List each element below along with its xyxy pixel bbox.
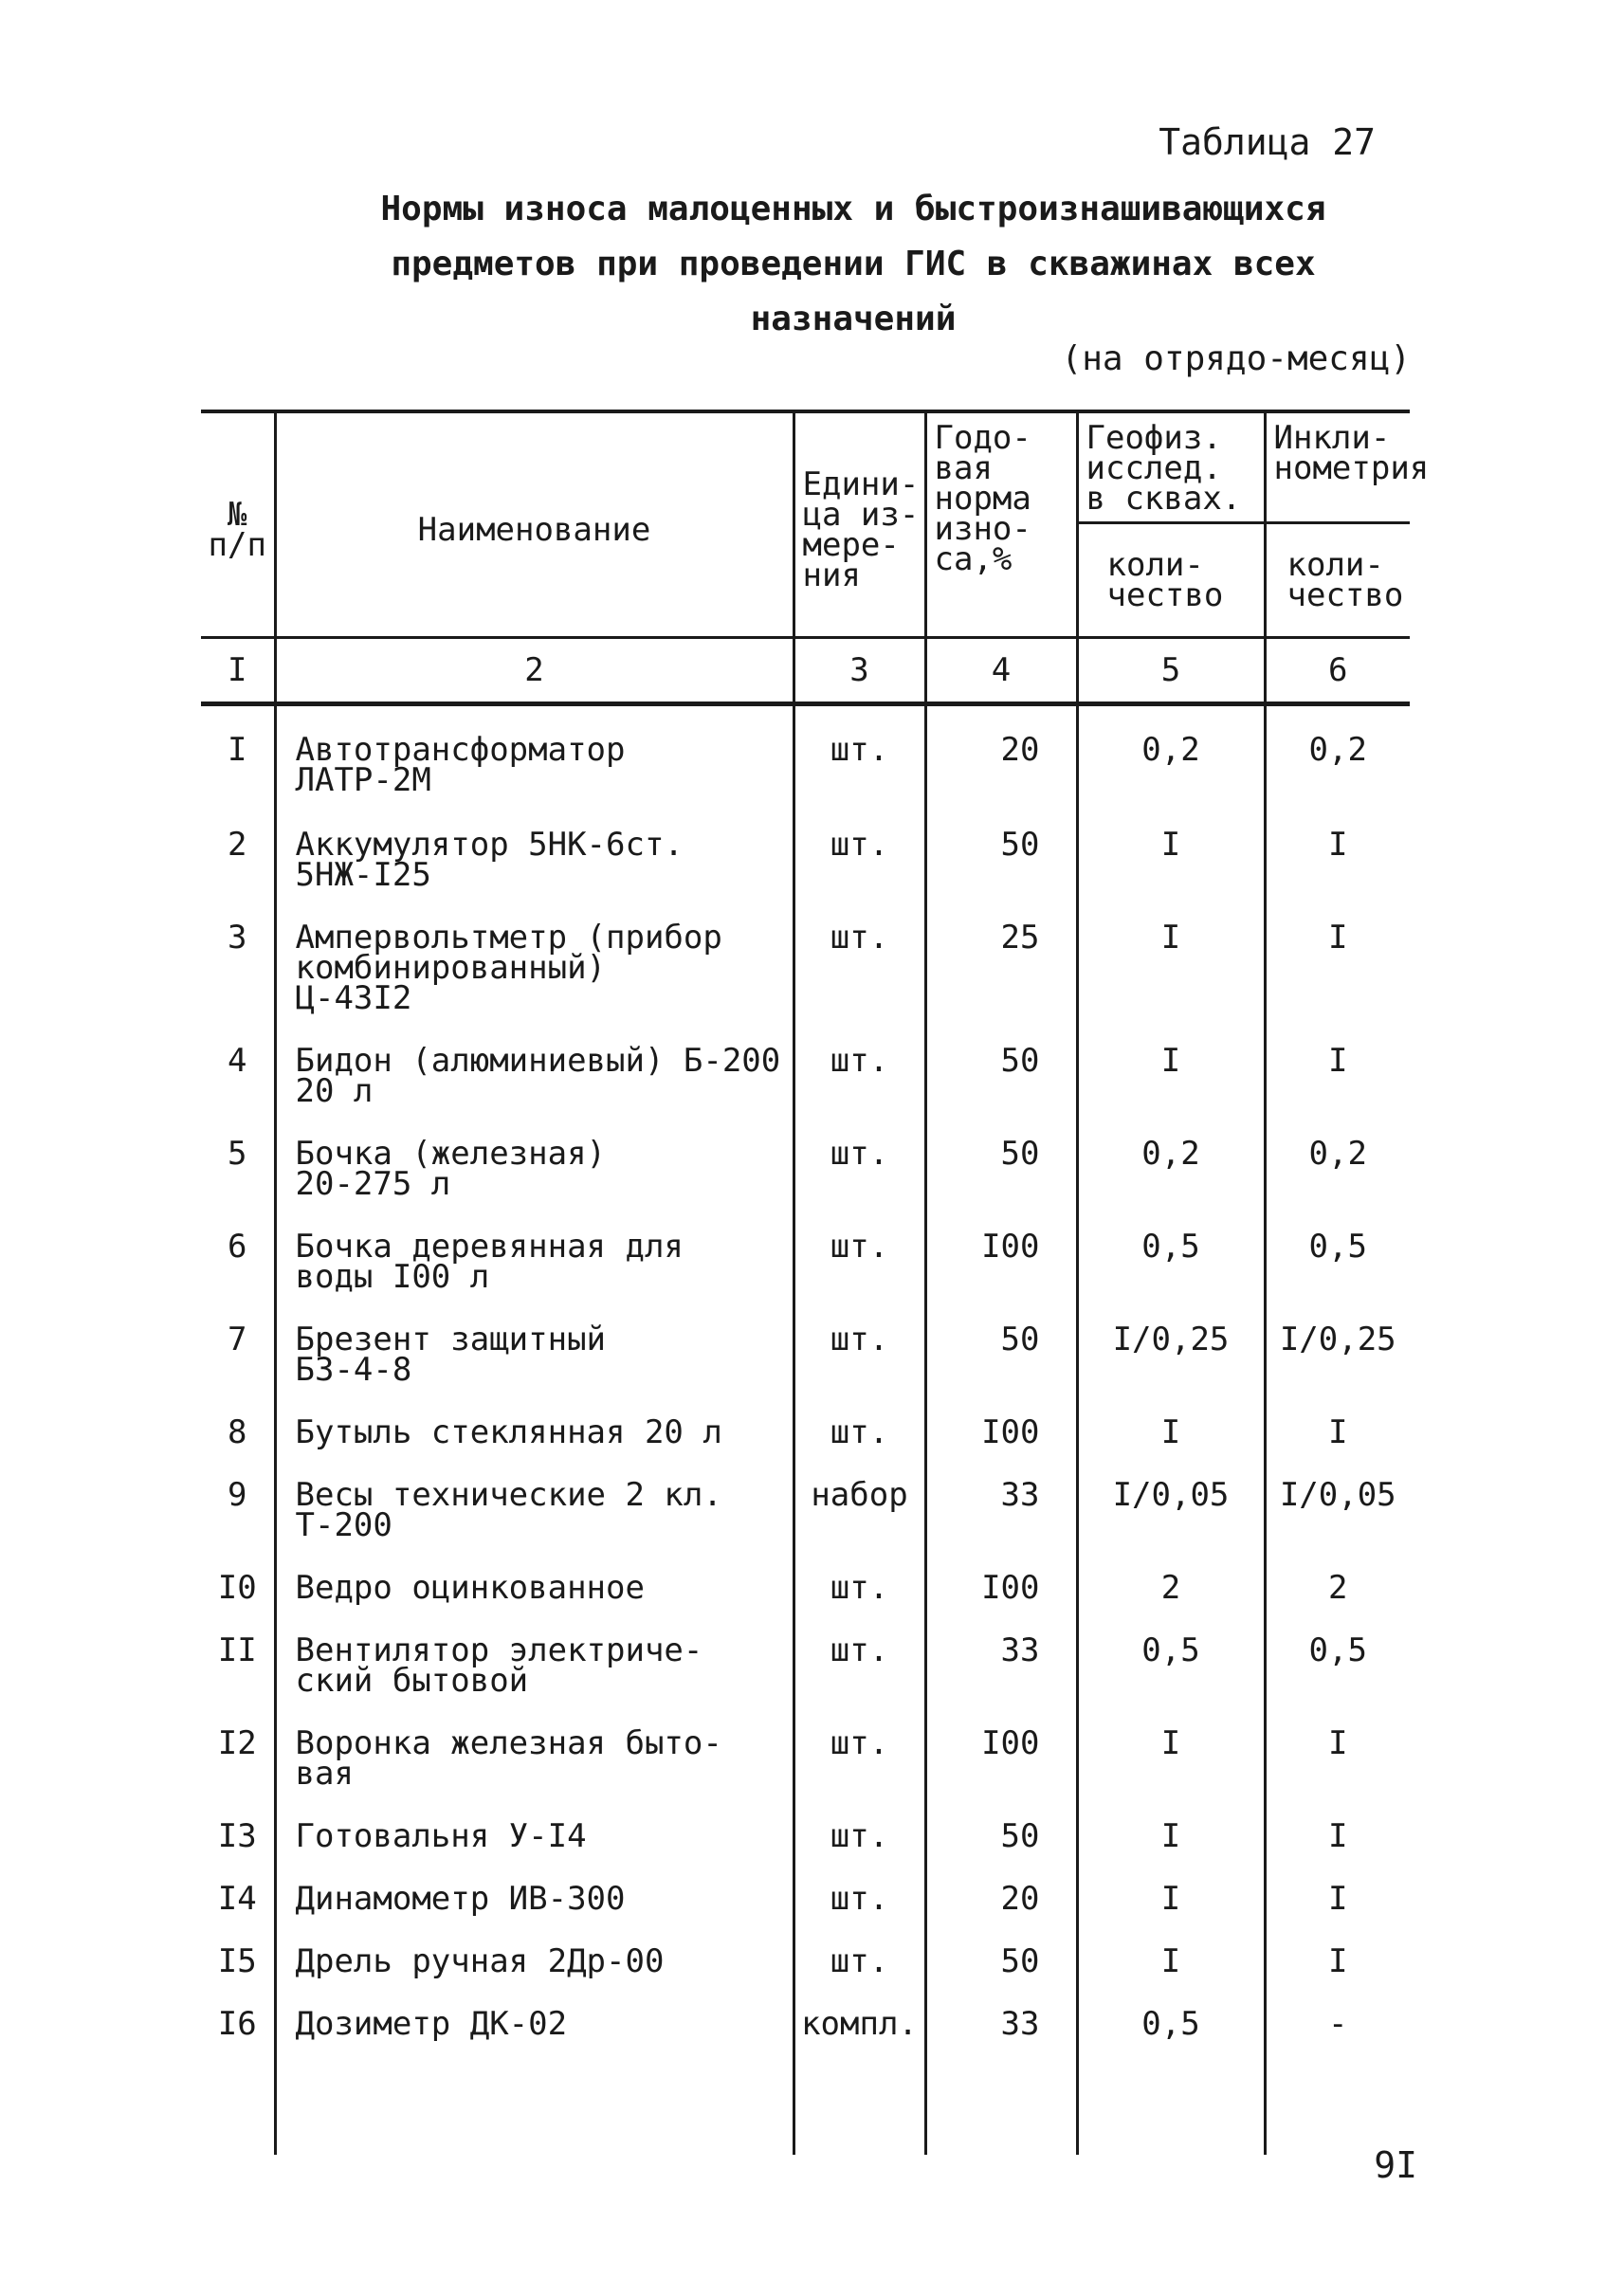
item-name: Воронка железная быто- вая [275, 1728, 794, 1821]
table-row [201, 1821, 1410, 1884]
item-name: Дрель ручная 2Др-00 [275, 1946, 794, 2009]
item-geo-qty: I [1077, 1728, 1265, 1821]
item-geo-qty: 0,5 [1077, 2009, 1265, 2071]
item-rate: 20 [925, 704, 1077, 830]
table-row [201, 1417, 1410, 1480]
item-geo-qty: 2 [1077, 1573, 1265, 1635]
header-geo: Геофиз. исслед. в сквах. [1077, 411, 1265, 523]
item-name: Бутыль стеклянная 20 л [275, 1417, 794, 1480]
item-unit: шт. [794, 1821, 925, 1884]
item-geo-qty: 0,2 [1077, 704, 1265, 830]
item-unit: шт. [794, 1046, 925, 1139]
item-rate: 33 [925, 2009, 1077, 2071]
item-incl-qty: I [1265, 1884, 1410, 1946]
item-incl-qty: - [1265, 2009, 1410, 2071]
table-row [201, 829, 1410, 922]
item-unit: шт. [794, 922, 925, 1046]
item-geo-qty: I [1077, 1821, 1265, 1884]
row-number: I5 [217, 1942, 257, 1980]
row-number: 6 [228, 1228, 247, 1266]
item-name: Бидон (алюминиевый) Б-200 20 л [275, 1046, 794, 1139]
header-geo-qty: коли- чество [1077, 523, 1265, 638]
title-line: Нормы износа малоценных и быстроизнашивающихся [380, 190, 1326, 228]
item-incl-qty: I [1265, 922, 1410, 1046]
unit-note: (на отрядо-месяц) [1061, 339, 1411, 378]
item-unit: компл. [794, 2009, 925, 2071]
table-row [201, 2009, 1410, 2071]
item-unit: шт. [794, 704, 925, 830]
item-unit: шт. [794, 1946, 925, 2009]
table-row [201, 1139, 1410, 1231]
item-rate: I00 [925, 1231, 1077, 1324]
item-incl-qty: I/0,25 [1265, 1324, 1410, 1417]
item-name: Ампервольтметр (прибор комбинированный) Ц-43I2 [275, 922, 794, 1046]
item-incl-qty: I [1265, 1946, 1410, 2009]
header-incl-qty: коли- чество [1265, 523, 1410, 638]
item-name: Динамометр ИВ-300 [275, 1884, 794, 1946]
item-incl-qty: I/0,05 [1265, 1480, 1410, 1573]
item-incl-qty: 2 [1265, 1573, 1410, 1635]
empty-cell [1265, 2071, 1410, 2155]
item-name: Готовальня У-I4 [275, 1821, 794, 1884]
item-geo-qty: I [1077, 922, 1265, 1046]
table-row [201, 1046, 1410, 1139]
item-geo-qty: 0,2 [1077, 1139, 1265, 1231]
row-number: 5 [228, 1135, 247, 1173]
item-unit: шт. [794, 1417, 925, 1480]
item-geo-qty: 0,5 [1077, 1635, 1265, 1728]
row-number: I2 [217, 1724, 257, 1762]
item-name: Ведро оцинкованное [275, 1573, 794, 1635]
empty-cell [1077, 2071, 1265, 2155]
column-number: 4 [925, 638, 1077, 704]
item-incl-qty: 0,2 [1265, 704, 1410, 830]
item-rate: 50 [925, 1946, 1077, 2009]
item-rate: 50 [925, 1139, 1077, 1231]
item-rate: 50 [925, 1046, 1077, 1139]
page-number: 9I [1374, 2144, 1417, 2186]
item-name: Автотрансформатор ЛАТР-2М [275, 704, 794, 830]
item-unit: шт. [794, 1324, 925, 1417]
item-rate: 50 [925, 1821, 1077, 1884]
item-rate: 20 [925, 1884, 1077, 1946]
header-unit: Едини- ца из- мере- ния [794, 411, 925, 638]
item-name: Брезент защитный БЗ-4-8 [275, 1324, 794, 1417]
table-row [201, 1728, 1410, 1821]
empty-cell [794, 2071, 925, 2155]
item-rate: 25 [925, 922, 1077, 1046]
item-unit: шт. [794, 1139, 925, 1231]
item-geo-qty: I [1077, 829, 1265, 922]
item-geo-qty: I [1077, 1946, 1265, 2009]
empty-cell [201, 2071, 275, 2155]
table-row [201, 1635, 1410, 1728]
table-number: Таблица 27 [1159, 121, 1376, 163]
item-rate: I00 [925, 1573, 1077, 1635]
norms-table [201, 410, 1430, 2155]
table-row [201, 1946, 1410, 2009]
row-number: I0 [217, 1569, 257, 1607]
item-name: Весы технические 2 кл. Т-200 [275, 1480, 794, 1573]
item-geo-qty: I/0,05 [1077, 1480, 1265, 1573]
header-incl: Инкли- нометрия [1265, 411, 1410, 523]
column-number: 5 [1077, 638, 1265, 704]
item-rate: 50 [925, 829, 1077, 922]
item-incl-qty: 0,2 [1265, 1139, 1410, 1231]
item-rate: I00 [925, 1728, 1077, 1821]
row-number: 9 [228, 1476, 247, 1514]
table-row [201, 1573, 1410, 1635]
item-unit: шт. [794, 1635, 925, 1728]
item-incl-qty: I [1265, 1821, 1410, 1884]
table-title [332, 182, 1375, 347]
item-rate: 50 [925, 1324, 1077, 1417]
row-number: 7 [228, 1321, 247, 1358]
item-rate: 33 [925, 1480, 1077, 1573]
item-geo-qty: I/0,25 [1077, 1324, 1265, 1417]
row-number: II [217, 1631, 257, 1669]
row-number: 3 [228, 919, 247, 957]
row-number: I3 [217, 1817, 257, 1855]
row-number: I6 [217, 2005, 257, 2043]
item-incl-qty: 0,5 [1265, 1231, 1410, 1324]
item-unit: шт. [794, 1884, 925, 1946]
item-rate: I00 [925, 1417, 1077, 1480]
item-geo-qty: I [1077, 1417, 1265, 1480]
table-row [201, 1324, 1410, 1417]
row-number: 4 [228, 1042, 247, 1080]
item-unit: набор [794, 1480, 925, 1573]
table-row [201, 1480, 1410, 1573]
title-line: предметов при проведении ГИС в скважинах всех [391, 245, 1316, 283]
table-row [201, 922, 1410, 1046]
item-name: Аккумулятор 5НК-6ст. 5НЖ-I25 [275, 829, 794, 922]
item-incl-qty: I [1265, 1046, 1410, 1139]
item-name: Бочка деревянная для воды I00 л [275, 1231, 794, 1324]
item-unit: шт. [794, 1573, 925, 1635]
table-row [201, 1231, 1410, 1324]
item-name: Бочка (железная) 20-275 л [275, 1139, 794, 1231]
item-name: Вентилятор электриче- ский бытовой [275, 1635, 794, 1728]
table-row [201, 704, 1410, 830]
row-number: 2 [228, 826, 247, 864]
header-num: № п/п [201, 411, 275, 638]
item-name: Дозиметр ДК-02 [275, 2009, 794, 2071]
item-unit: шт. [794, 829, 925, 922]
column-number: I [201, 638, 275, 704]
item-incl-qty: I [1265, 829, 1410, 922]
empty-cell [275, 2071, 794, 2155]
item-geo-qty: 0,5 [1077, 1231, 1265, 1324]
table-row [201, 1884, 1410, 1946]
item-rate: 33 [925, 1635, 1077, 1728]
table-tail [201, 2071, 1410, 2155]
item-incl-qty: I [1265, 1728, 1410, 1821]
item-geo-qty: I [1077, 1046, 1265, 1139]
row-number: I4 [217, 1880, 257, 1918]
title-line: назначений [750, 300, 957, 338]
item-geo-qty: I [1077, 1884, 1265, 1946]
row-number: 8 [228, 1413, 247, 1451]
item-unit: шт. [794, 1231, 925, 1324]
item-incl-qty: I [1265, 1417, 1410, 1480]
item-unit: шт. [794, 1728, 925, 1821]
empty-cell [925, 2071, 1077, 2155]
table-body [201, 704, 1410, 2156]
column-number: 6 [1265, 638, 1410, 704]
header-name: Наименование [275, 411, 794, 638]
item-incl-qty: 0,5 [1265, 1635, 1410, 1728]
column-number: 3 [794, 638, 925, 704]
row-number: I [228, 731, 247, 769]
column-number: 2 [275, 638, 794, 704]
header-rate: Годо- вая норма изно- са,% [925, 411, 1077, 638]
